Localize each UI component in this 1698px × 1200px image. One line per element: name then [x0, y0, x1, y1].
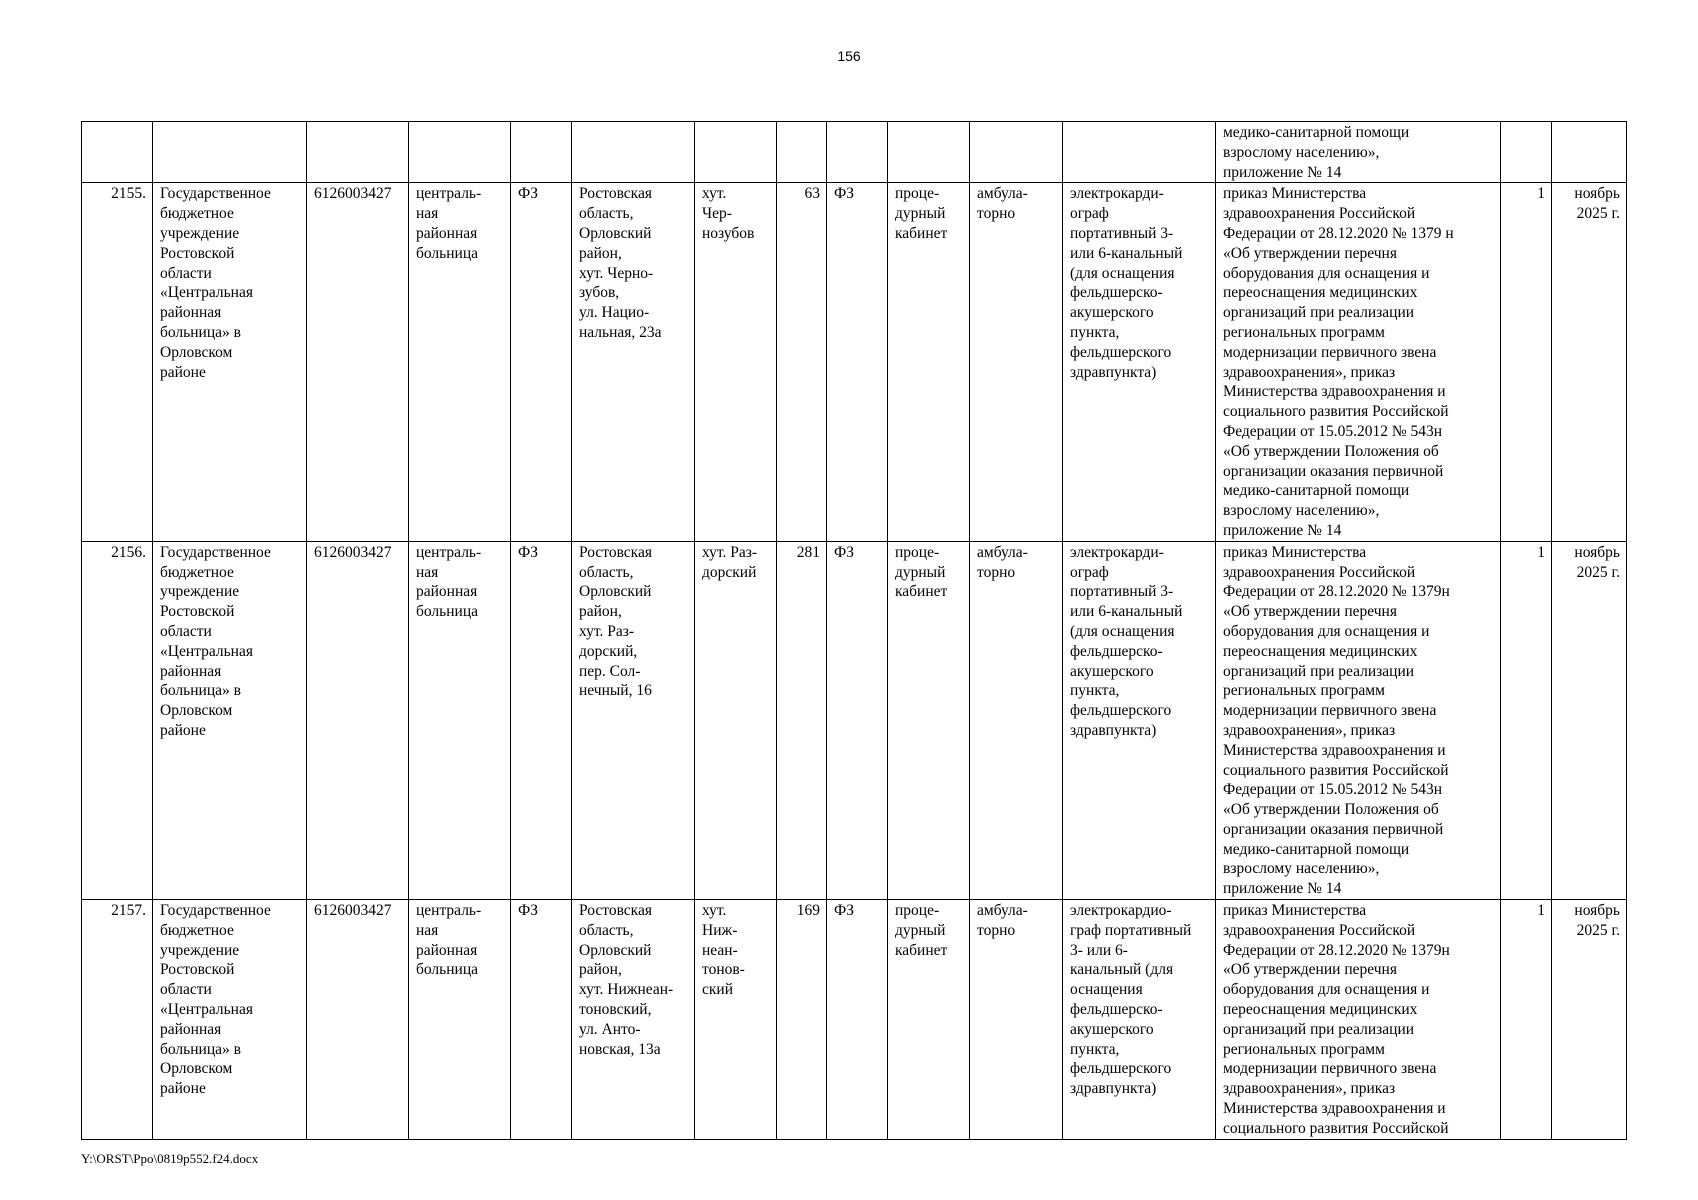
cell-basis: медико-санитарной помощи взрослому населению», приложение № 14	[1216, 122, 1501, 183]
footer-file-path: Y:\ORST\Ppo\0819p552.f24.docx	[81, 1151, 259, 1166]
cell-equipment: электрокарди- ограф портативный 3- или 6-канальный (для оснащения фельдшерско- акушерского пункта, фельдшерского здравпункта)	[1063, 183, 1216, 541]
cell-law2	[827, 122, 888, 183]
cell-address: Ростовская область, Орловский район, хут. Черно- зубов, ул. Нацио- нальная, 23а	[572, 183, 695, 541]
cell-count	[1501, 122, 1552, 183]
cell-locality	[695, 122, 777, 183]
cell-locality: хут. Ниж- неан- тонов- ский	[695, 900, 777, 1140]
cell-unit: проце- дурный кабинет	[888, 900, 970, 1140]
cell-equipment: электрокарди- ограф портативный 3- или 6-канальный (для оснащения фельдшерско- акушерского пункта, фельдшерского здравпункта)	[1063, 541, 1216, 899]
cell-type: централь- ная районная больница	[409, 541, 511, 899]
cell-equipment	[1063, 122, 1216, 183]
cell-date: ноябрь 2025 г.	[1552, 541, 1627, 899]
cell-law2: ФЗ	[827, 900, 888, 1140]
cell-type: централь- ная районная больница	[409, 183, 511, 541]
cell-count: 1	[1501, 183, 1552, 541]
cell-type	[409, 122, 511, 183]
table-row-continuation	[82, 122, 1627, 183]
cell-basis: приказ Министерства здравоохранения Российской Федерации от 28.12.2020 № 1379 н «Об утверждении перечня оборудования для оснащения и переоснащения медицинских организаций при реализации региональных программ модернизации первичного звена здравоохранения», приказ Министерства здравоохранения и социального развития Российской Федерации от 15.05.2012 № 543н «Об утверждении Положения об организации оказания первичной медико-санитарной помощи взрослому населению», приложение № 14	[1216, 183, 1501, 541]
cell-population: 63	[777, 183, 827, 541]
cell-law: ФЗ	[511, 900, 572, 1140]
cell-num: 2155.	[82, 183, 153, 541]
cell-count: 1	[1501, 900, 1552, 1140]
page-number: 156	[837, 48, 861, 64]
cell-locality: хут. Чер- нозубов	[695, 183, 777, 541]
cell-address	[572, 122, 695, 183]
cell-org: Государственное бюджетное учреждение Ростовской области «Центральная районная больница» в Орловском районе	[153, 900, 307, 1140]
cell-mode: амбула- торно	[970, 900, 1063, 1140]
cell-law	[511, 122, 572, 183]
cell-type: централь- ная районная больница	[409, 900, 511, 1140]
cell-mode	[970, 122, 1063, 183]
cell-unit: проце- дурный кабинет	[888, 541, 970, 899]
cell-inn: 6126003427	[307, 183, 409, 541]
table-row	[82, 900, 1627, 1140]
table-row	[82, 541, 1627, 899]
cell-unit: проце- дурный кабинет	[888, 183, 970, 541]
cell-basis: приказ Министерства здравоохранения Российской Федерации от 28.12.2020 № 1379н «Об утверждении перечня оборудования для оснащения и переоснащения медицинских организаций при реализации региональных программ модернизации первичного звена здравоохранения», приказ Министерства здравоохранения и социального развития Российской Федерации от 15.05.2012 № 543н «Об утверждении Положения об организации оказания первичной медико-санитарной помощи взрослому населению», приложение № 14	[1216, 541, 1501, 899]
cell-law2: ФЗ	[827, 183, 888, 541]
cell-mode: амбула- торно	[970, 541, 1063, 899]
cell-mode: амбула- торно	[970, 183, 1063, 541]
cell-date	[1552, 122, 1627, 183]
cell-num	[82, 122, 153, 183]
equipment-table	[81, 121, 1627, 1140]
cell-date: ноябрь 2025 г.	[1552, 183, 1627, 541]
cell-law: ФЗ	[511, 183, 572, 541]
cell-locality: хут. Раз- дорский	[695, 541, 777, 899]
cell-population: 169	[777, 900, 827, 1140]
cell-address: Ростовская область, Орловский район, хут. Нижнеан- тоновский, ул. Анто- новская, 13а	[572, 900, 695, 1140]
cell-inn: 6126003427	[307, 900, 409, 1140]
cell-org	[153, 122, 307, 183]
cell-equipment: электрокардио- граф портативный 3- или 6- канальный (для оснащения фельдшерско- акушерского пункта, фельдшерского здравпункта)	[1063, 900, 1216, 1140]
cell-count: 1	[1501, 541, 1552, 899]
table-row	[82, 183, 1627, 541]
cell-org: Государственное бюджетное учреждение Ростовской области «Центральная районная больница» в Орловском районе	[153, 183, 307, 541]
cell-inn: 6126003427	[307, 541, 409, 899]
cell-population: 281	[777, 541, 827, 899]
cell-org: Государственное бюджетное учреждение Ростовской области «Центральная районная больница» в Орловском районе	[153, 541, 307, 899]
cell-basis: приказ Министерства здравоохранения Российской Федерации от 28.12.2020 № 1379н «Об утверждении перечня оборудования для оснащения и переоснащения медицинских организаций при реализации региональных программ модернизации первичного звена здравоохранения», приказ Министерства здравоохранения и социального развития Российской	[1216, 900, 1501, 1140]
cell-inn	[307, 122, 409, 183]
cell-law: ФЗ	[511, 541, 572, 899]
cell-num: 2157.	[82, 900, 153, 1140]
cell-num: 2156.	[82, 541, 153, 899]
cell-date: ноябрь 2025 г.	[1552, 900, 1627, 1140]
cell-address: Ростовская область, Орловский район, хут. Раз- дорский, пер. Сол- нечный, 16	[572, 541, 695, 899]
cell-law2: ФЗ	[827, 541, 888, 899]
cell-population	[777, 122, 827, 183]
cell-unit	[888, 122, 970, 183]
